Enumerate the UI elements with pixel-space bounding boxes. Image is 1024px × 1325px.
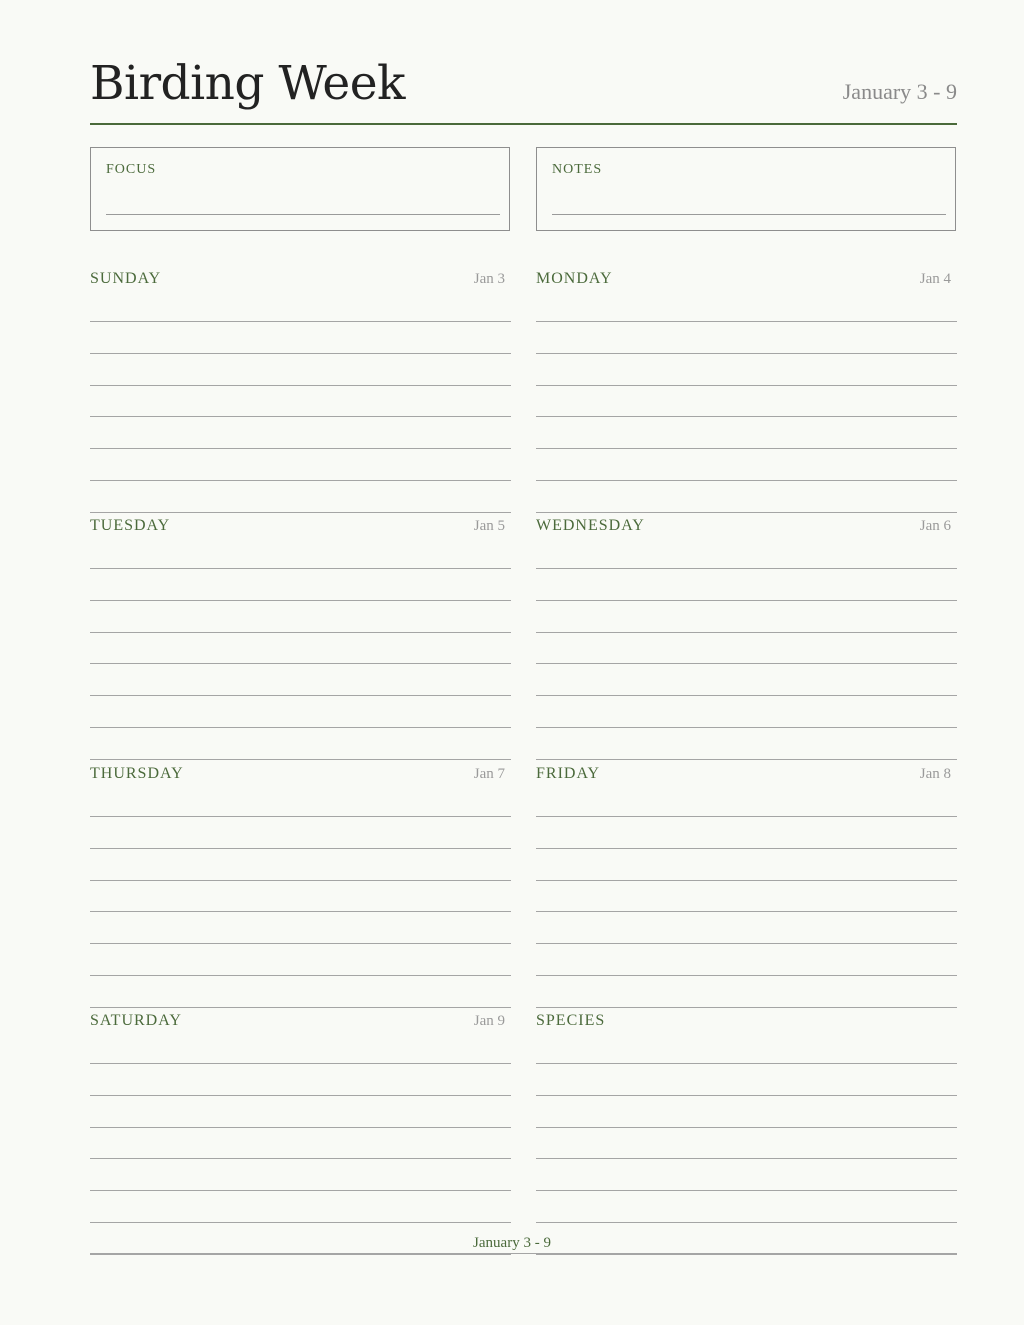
writing-line[interactable] [536, 321, 957, 322]
writing-line[interactable] [90, 727, 511, 728]
notes-label: NOTES [552, 162, 603, 177]
section-title: TUESDAY [90, 517, 171, 534]
writing-line[interactable] [90, 1063, 511, 1064]
writing-line[interactable] [90, 568, 511, 569]
writing-line[interactable] [536, 1127, 957, 1128]
writing-line[interactable] [536, 480, 957, 481]
writing-line[interactable] [90, 975, 511, 976]
writing-line[interactable] [90, 695, 511, 696]
writing-line[interactable] [536, 943, 957, 944]
writing-line[interactable] [536, 727, 957, 728]
writing-line[interactable] [90, 1158, 511, 1159]
writing-line[interactable] [536, 1095, 957, 1096]
writing-line[interactable] [536, 975, 957, 976]
writing-line[interactable] [90, 448, 511, 449]
writing-line[interactable] [536, 1190, 957, 1191]
writing-line[interactable] [90, 1254, 511, 1255]
footer-date-range: January 3 - 9 [473, 1235, 551, 1251]
writing-line[interactable] [90, 1190, 511, 1191]
section-title: FRIDAY [536, 765, 601, 782]
section-title: WEDNESDAY [536, 517, 645, 534]
footer-divider [90, 1253, 957, 1254]
header-divider [90, 123, 957, 125]
writing-line[interactable] [90, 1127, 511, 1128]
section-title: SATURDAY [90, 1012, 182, 1029]
writing-line[interactable] [536, 880, 957, 881]
writing-line[interactable] [536, 1254, 957, 1255]
writing-line[interactable] [90, 512, 511, 513]
writing-line[interactable] [90, 600, 511, 601]
writing-line[interactable] [90, 1222, 511, 1223]
section-date: Jan 4 [919, 271, 951, 287]
writing-line[interactable] [536, 1158, 957, 1159]
writing-line[interactable] [536, 848, 957, 849]
writing-line[interactable] [536, 632, 957, 633]
section-date: Jan 6 [919, 518, 951, 534]
writing-line[interactable] [536, 1222, 957, 1223]
writing-line[interactable] [90, 848, 511, 849]
writing-line[interactable] [536, 663, 957, 664]
section-title: MONDAY [536, 270, 613, 287]
page-title: Birding Week [90, 56, 406, 111]
writing-line[interactable] [536, 911, 957, 912]
section-date: Jan 7 [473, 766, 505, 782]
writing-line[interactable] [90, 911, 511, 912]
section-title: THURSDAY [90, 765, 184, 782]
writing-line[interactable] [90, 816, 511, 817]
writing-line[interactable] [90, 385, 511, 386]
writing-line[interactable] [536, 759, 957, 760]
focus-box[interactable] [90, 147, 510, 231]
writing-line[interactable] [90, 663, 511, 664]
writing-line[interactable] [90, 480, 511, 481]
section-date: Jan 8 [919, 766, 951, 782]
writing-line[interactable] [536, 1063, 957, 1064]
writing-line[interactable] [536, 695, 957, 696]
writing-line[interactable] [536, 448, 957, 449]
section-date: Jan 3 [473, 271, 505, 287]
writing-line[interactable] [90, 1095, 511, 1096]
writing-line[interactable] [536, 816, 957, 817]
writing-line[interactable] [90, 943, 511, 944]
week-date-range: January 3 - 9 [842, 79, 957, 104]
notes-writing-line [552, 214, 946, 215]
writing-line[interactable] [536, 512, 957, 513]
writing-line[interactable] [536, 568, 957, 569]
writing-line[interactable] [536, 416, 957, 417]
writing-line[interactable] [536, 385, 957, 386]
section-title: SPECIES [536, 1012, 606, 1029]
section-title: SUNDAY [90, 270, 162, 287]
focus-label: FOCUS [106, 162, 157, 177]
writing-line[interactable] [90, 880, 511, 881]
writing-line[interactable] [90, 416, 511, 417]
writing-line[interactable] [90, 1007, 511, 1008]
writing-line[interactable] [90, 353, 511, 354]
writing-line[interactable] [90, 759, 511, 760]
writing-line[interactable] [90, 632, 511, 633]
writing-line[interactable] [536, 1007, 957, 1008]
focus-writing-line [106, 214, 500, 215]
section-date: Jan 9 [473, 1013, 505, 1029]
writing-line[interactable] [536, 600, 957, 601]
writing-line[interactable] [536, 353, 957, 354]
notes-box[interactable] [536, 147, 956, 231]
writing-line[interactable] [90, 321, 511, 322]
section-date: Jan 5 [473, 518, 505, 534]
